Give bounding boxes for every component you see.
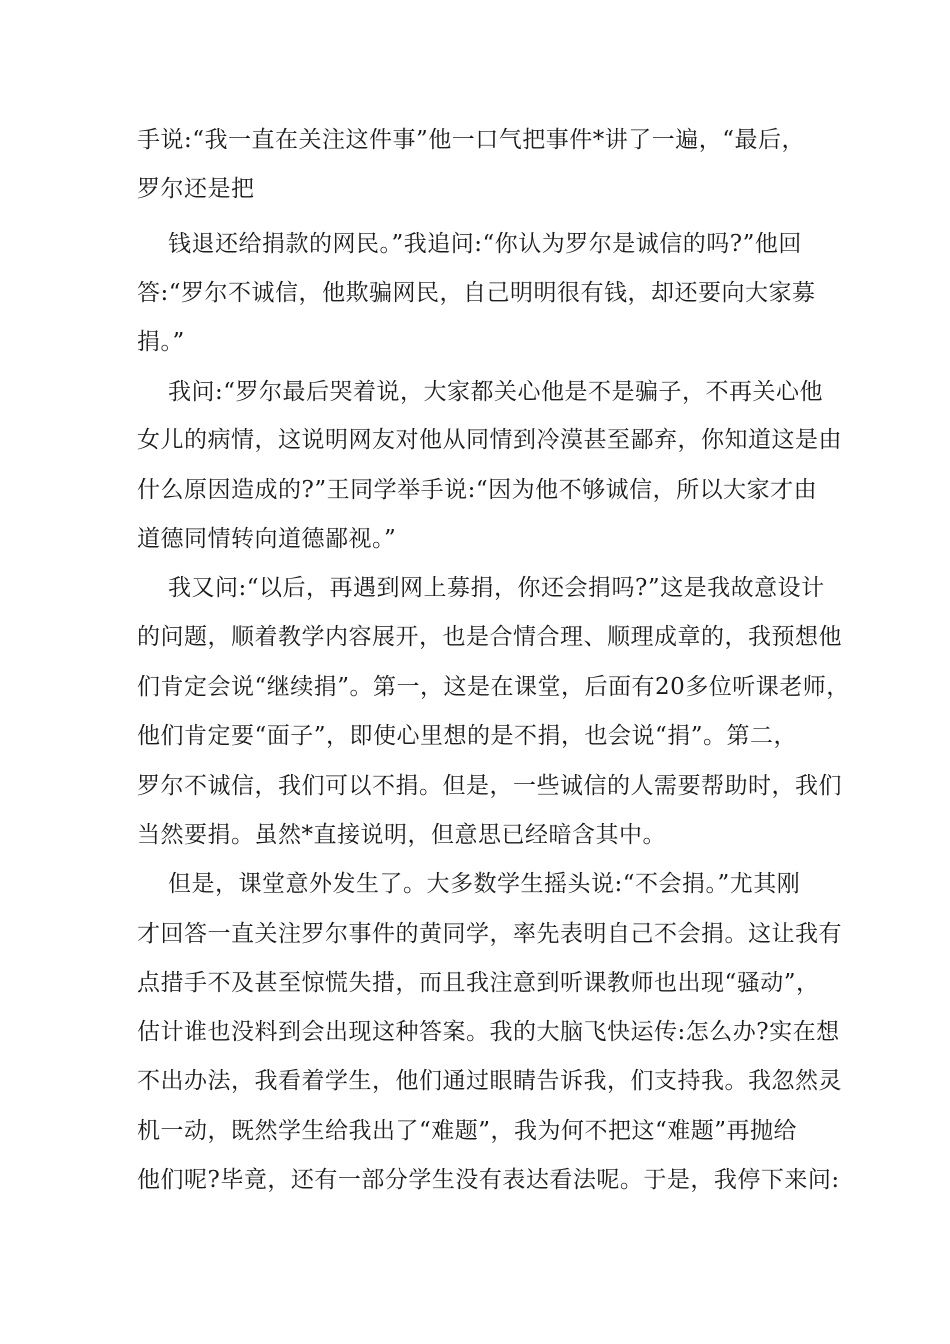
text-line: 道德同情转向道德鄙视。” [137, 526, 397, 552]
text-line: 当然要捐。虽然*直接说明，但意思已经暗含其中。 [137, 822, 666, 848]
text-line: 什么原因造成的?”王同学举手说:“因为他不够诚信，所以大家才由 [137, 477, 818, 503]
text-line: 点措手不及甚至惊慌失措，而且我注意到听课教师也出现“骚动”， [137, 970, 820, 996]
text-line: 我又问:“以后，再遇到网上募捐，你还会捐吗?”这是我故意设计 [168, 575, 825, 601]
text-line: 罗尔还是把 [137, 176, 255, 202]
text-line: 们肯定会说“继续捐”。第一，这是在课堂，后面有20多位听课老师， [137, 674, 850, 700]
text-line: 不出办法，我看着学生，他们通过眼睛告诉我，们支持我。我忽然灵 [137, 1068, 842, 1094]
text-line: 才回答一直关注罗尔事件的黄同学，率先表明自己不会捐。这让我有 [137, 921, 842, 947]
text-line: 我问:“罗尔最后哭着说，大家都关心他是不是骗子，不再关心他 [168, 379, 824, 405]
text-line: 他们呢?毕竟，还有一部分学生没有表达看法呢。于是，我停下来问: [137, 1167, 840, 1193]
text-line: 估计谁也没料到会出现这种答案。我的大脑飞快运传:怎么办?实在想 [137, 1019, 840, 1045]
text-line: 他们肯定要“面子”，即使心里想的是不捐，也会说“捐”。第二， [137, 723, 798, 749]
text-line: 捐。” [137, 329, 185, 355]
text-line: 但是，课堂意外发生了。大多数学生摇头说:“不会捐。”尤其刚 [168, 871, 801, 897]
text-line: 答:“罗尔不诚信，他欺骗网民，自己明明很有钱，却还要向大家募 [137, 280, 816, 306]
text-line: 机一动，既然学生给我出了“难题”，我为何不把这“难题”再抛给 [137, 1118, 798, 1144]
text-line: 的问题，顺着教学内容展开，也是合情合理、顺理成章的，我预想他 [137, 624, 842, 650]
text-line: 罗尔不诚信，我们可以不捐。但是，一些诚信的人需要帮助时，我们 [137, 773, 842, 799]
text-line: 钱退还给捐款的网民。”我追问:“你认为罗尔是诚信的吗?”他回 [168, 231, 802, 257]
text-line: 手说:“我一直在关注这件事”他一口气把事件*讲了一遍，“最后， [137, 127, 806, 153]
text-line: 女儿的病情，这说明网友对他从同情到冷漠甚至鄙弃，你知道这是由 [137, 427, 842, 453]
